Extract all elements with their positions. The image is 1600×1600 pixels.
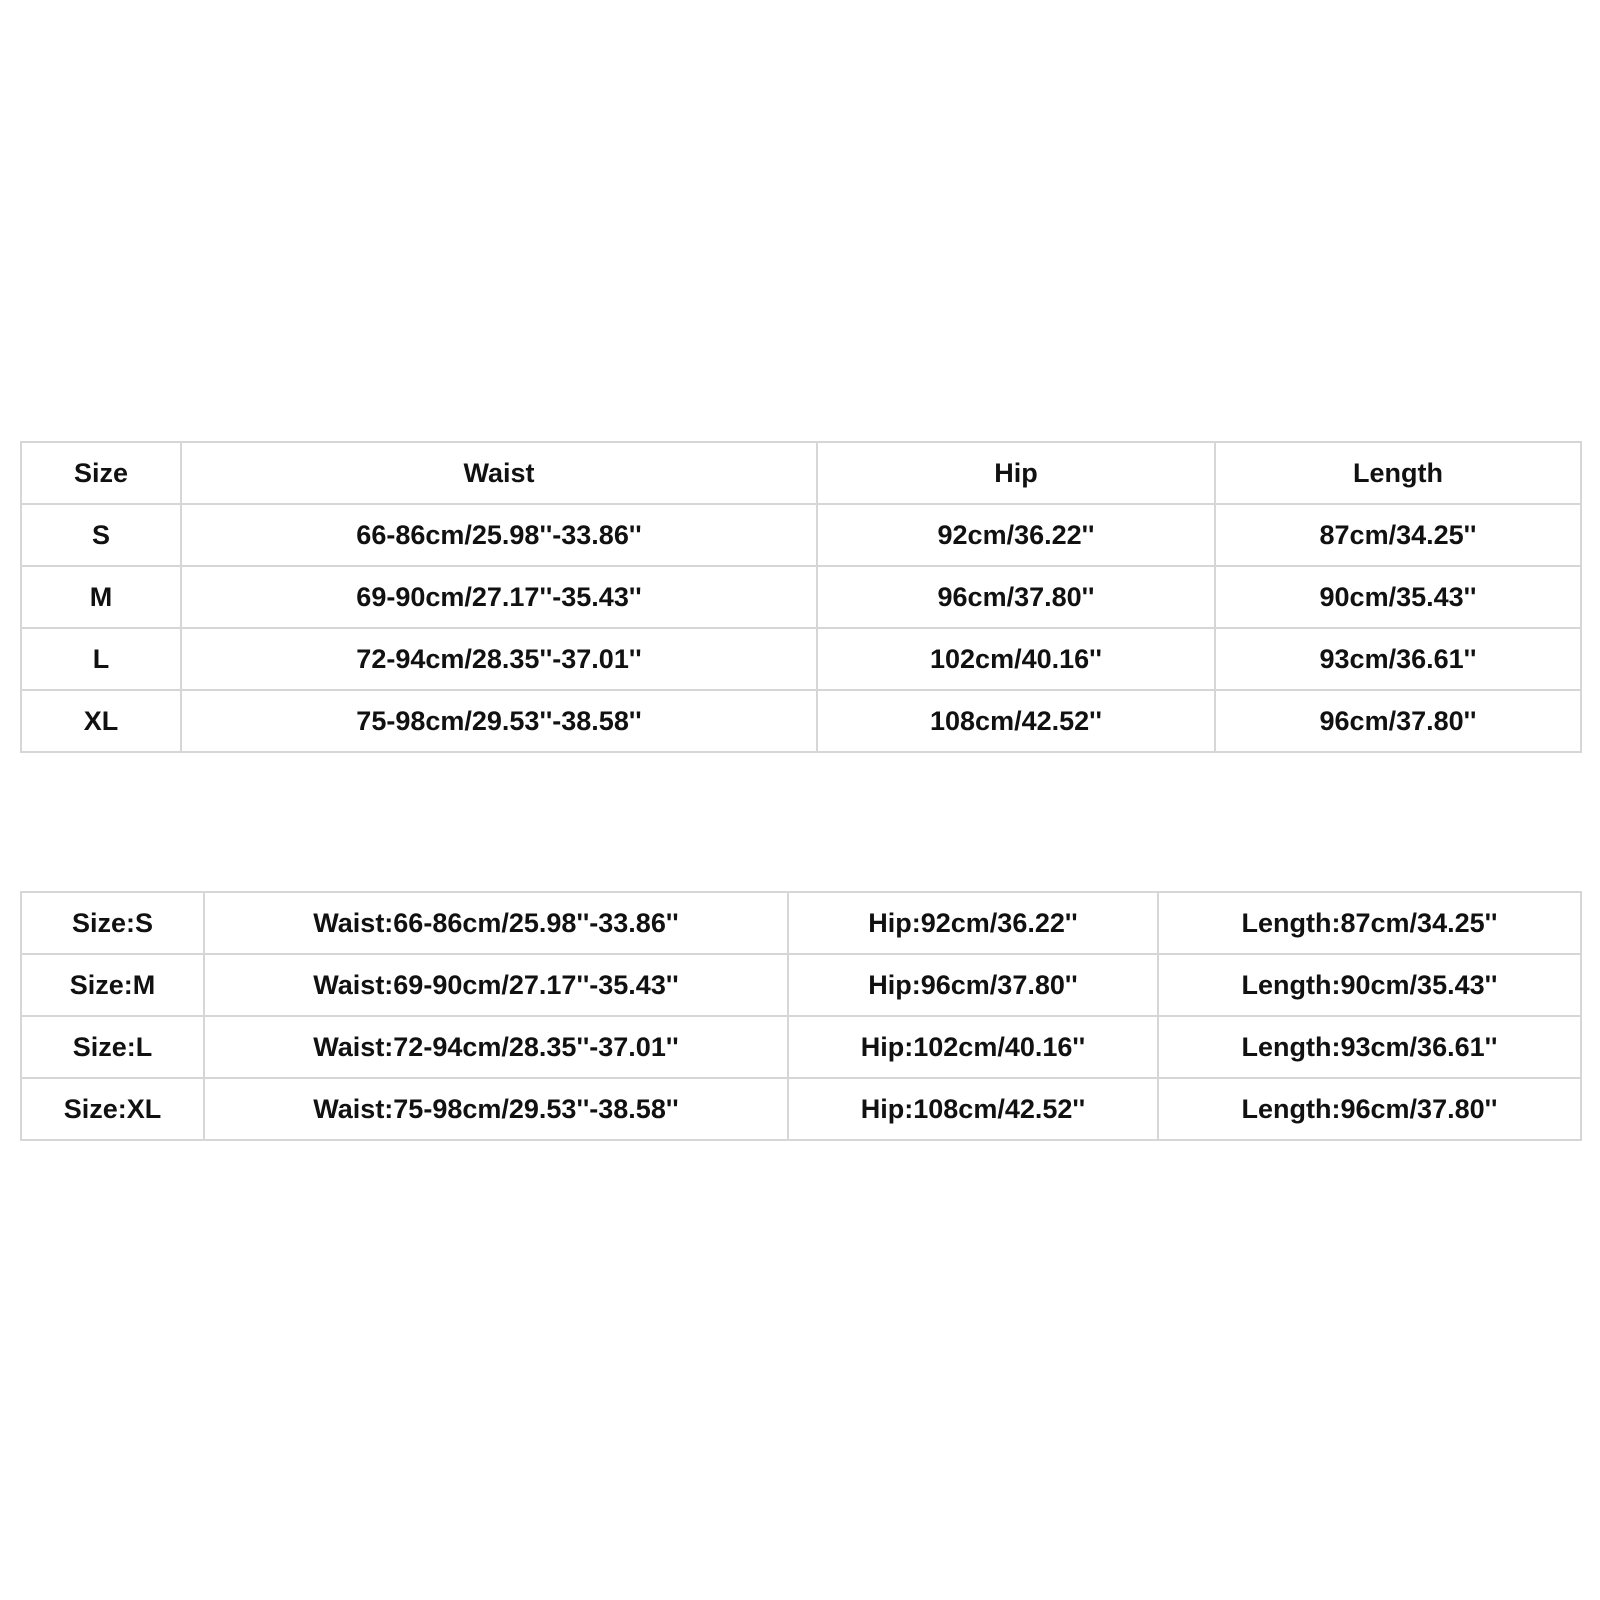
table-row: [21, 1016, 1581, 1078]
length-cell: Length:87cm/34.25'': [1158, 892, 1581, 954]
hip-cell: 102cm/40.16'': [817, 628, 1215, 690]
size-chart-table-labeled: [20, 891, 1582, 1141]
size-chart-table-columns: [20, 441, 1582, 753]
table-row: [21, 954, 1581, 1016]
table-row: [21, 504, 1581, 566]
hip-cell: 92cm/36.22'': [817, 504, 1215, 566]
hip-cell: Hip:92cm/36.22'': [788, 892, 1158, 954]
waist-cell: Waist:69-90cm/27.17''-35.43'': [204, 954, 788, 1016]
length-cell: 96cm/37.80'': [1215, 690, 1581, 752]
waist-cell: 66-86cm/25.98''-33.86'': [181, 504, 817, 566]
length-cell: Length:90cm/35.43'': [1158, 954, 1581, 1016]
table-row: [21, 1078, 1581, 1140]
hip-cell: 108cm/42.52'': [817, 690, 1215, 752]
waist-cell: Waist:72-94cm/28.35''-37.01'': [204, 1016, 788, 1078]
length-cell: 87cm/34.25'': [1215, 504, 1581, 566]
size-cell: Size:S: [21, 892, 204, 954]
waist-cell: Waist:66-86cm/25.98''-33.86'': [204, 892, 788, 954]
header-waist: Waist: [181, 442, 817, 504]
table-row: [21, 628, 1581, 690]
header-size: Size: [21, 442, 181, 504]
size-cell: XL: [21, 690, 181, 752]
length-cell: Length:96cm/37.80'': [1158, 1078, 1581, 1140]
size-cell: Size:L: [21, 1016, 204, 1078]
hip-cell: 96cm/37.80'': [817, 566, 1215, 628]
hip-cell: Hip:108cm/42.52'': [788, 1078, 1158, 1140]
hip-cell: Hip:102cm/40.16'': [788, 1016, 1158, 1078]
size-cell: L: [21, 628, 181, 690]
size-cell: Size:XL: [21, 1078, 204, 1140]
table-header-row: [21, 442, 1581, 504]
table-row: [21, 566, 1581, 628]
waist-cell: 69-90cm/27.17''-35.43'': [181, 566, 817, 628]
waist-cell: 72-94cm/28.35''-37.01'': [181, 628, 817, 690]
length-cell: 90cm/35.43'': [1215, 566, 1581, 628]
table-row: [21, 892, 1581, 954]
size-cell: S: [21, 504, 181, 566]
length-cell: 93cm/36.61'': [1215, 628, 1581, 690]
waist-cell: Waist:75-98cm/29.53''-38.58'': [204, 1078, 788, 1140]
hip-cell: Hip:96cm/37.80'': [788, 954, 1158, 1016]
size-cell: Size:M: [21, 954, 204, 1016]
length-cell: Length:93cm/36.61'': [1158, 1016, 1581, 1078]
waist-cell: 75-98cm/29.53''-38.58'': [181, 690, 817, 752]
header-length: Length: [1215, 442, 1581, 504]
table-row: [21, 690, 1581, 752]
header-hip: Hip: [817, 442, 1215, 504]
size-cell: M: [21, 566, 181, 628]
